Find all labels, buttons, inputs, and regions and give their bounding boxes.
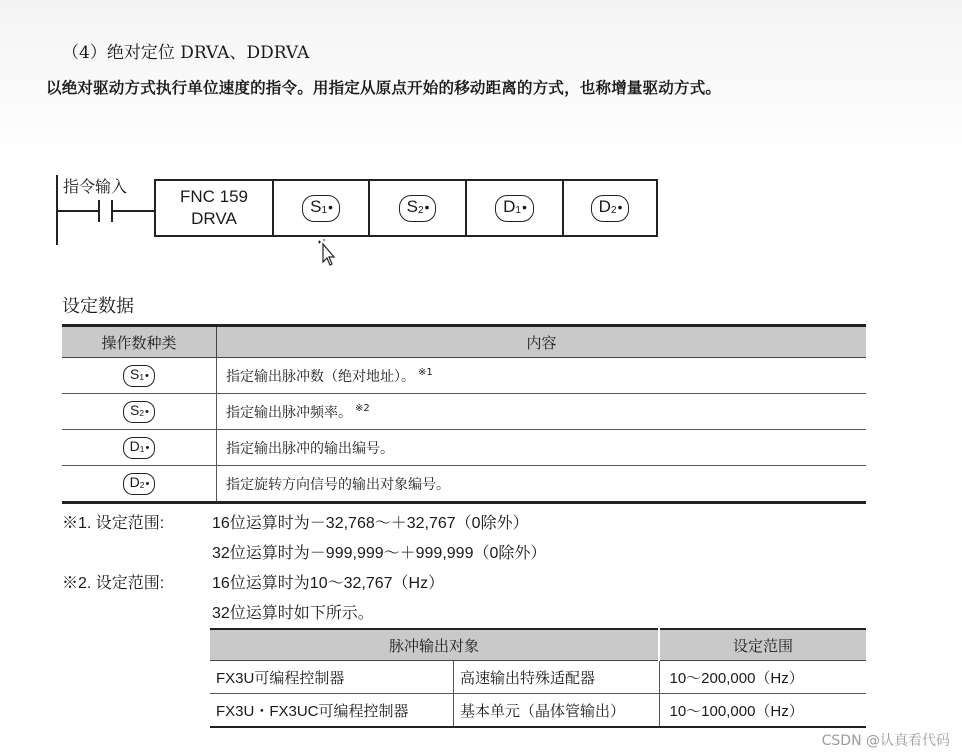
operand-d1: $D_1•$: [495, 195, 534, 222]
contact-symbol-left: [98, 200, 100, 222]
note1-label: ※1. 设定范围:: [62, 515, 165, 532]
pulse-header-row: [210, 629, 866, 661]
operand-s1: $S_1•$: [123, 365, 155, 387]
note-mark: ※2: [355, 402, 370, 414]
table-row: [62, 430, 866, 466]
header-operand-type: 操作数种类: [62, 326, 217, 358]
note2-line1: 16位运算时为10～32,767（Hz）: [212, 575, 445, 592]
watermark: CSDN @认真看代码: [821, 733, 950, 749]
operand-s2: $S_2•$: [399, 195, 437, 222]
settings-title: 设定数据: [62, 296, 134, 317]
instruction-description: 以绝对驱动方式执行单位速度的指令。用指定从原点开始的移动距离的方式，也称增量驱动方式。: [46, 79, 722, 97]
table-row: [210, 661, 866, 694]
row-content: 指定输出脉冲的输出编号。: [226, 440, 394, 457]
cell-unit: 高速输出特殊适配器: [454, 661, 660, 694]
operand-cell-d1: [467, 181, 564, 235]
settings-table: [62, 324, 866, 504]
cell-range: 10～200,000（Hz）: [659, 661, 866, 694]
fnc-cell: [156, 181, 274, 235]
operand-cell-s2: [370, 181, 467, 235]
cell-range: 10～100,000（Hz）: [669, 702, 804, 720]
table-row: [62, 394, 866, 430]
fnc-number: FNC 159: [179, 187, 249, 206]
section-heading: （4）绝对定位 DRVA、DDRVA: [62, 43, 310, 63]
note1-line1: 16位运算时为－32,768～＋32,767（0除外）: [212, 515, 529, 532]
operand-s1: $S_1•$: [302, 195, 340, 222]
cell-unit: 基本单元（晶体管输出）: [454, 694, 660, 728]
operand-d1: $D_1•$: [123, 437, 156, 459]
header-pulse-target: 脉冲输出对象: [210, 629, 659, 661]
cell-controller: FX3U・FX3UC可编程控制器: [210, 694, 454, 728]
note2-line2: 32位运算时如下所示。: [212, 605, 374, 622]
operand-s2: $S_2•$: [123, 401, 155, 423]
operand-d2: $D_2•$: [123, 473, 156, 495]
operand-d2: $D_2•$: [591, 195, 630, 222]
table-row: [62, 466, 866, 503]
ladder-wire-right: [113, 210, 155, 212]
mouse-cursor-icon: [316, 238, 336, 268]
header-setting-range: 设定范围: [659, 629, 866, 661]
pulse-output-table: [210, 628, 866, 728]
ladder-wire-left: [58, 210, 98, 212]
cell-controller: FX3U可编程控制器: [210, 661, 454, 694]
note2-label: ※2. 设定范围:: [62, 575, 165, 592]
fnc-mnemonic: DRVA: [191, 209, 237, 228]
instruction-box: [154, 179, 658, 237]
row-content: 指定输出脉冲频率。: [226, 404, 352, 421]
operand-cell-d2: [564, 181, 656, 235]
row-content: 指定输出脉冲数（绝对地址）。: [226, 368, 415, 385]
table-row: [62, 358, 866, 394]
note1-line2: 32位运算时为－999,999～＋999,999（0除外）: [212, 545, 547, 562]
settings-header-row: [62, 326, 866, 358]
row-content: 指定旋转方向信号的输出对象编号。: [226, 476, 450, 493]
note-mark: ※1: [418, 366, 433, 378]
operand-cell-s1: [274, 181, 370, 235]
contact-label: 指令输入: [63, 177, 128, 196]
header-content: 内容: [217, 326, 867, 358]
table-row: [210, 694, 866, 728]
